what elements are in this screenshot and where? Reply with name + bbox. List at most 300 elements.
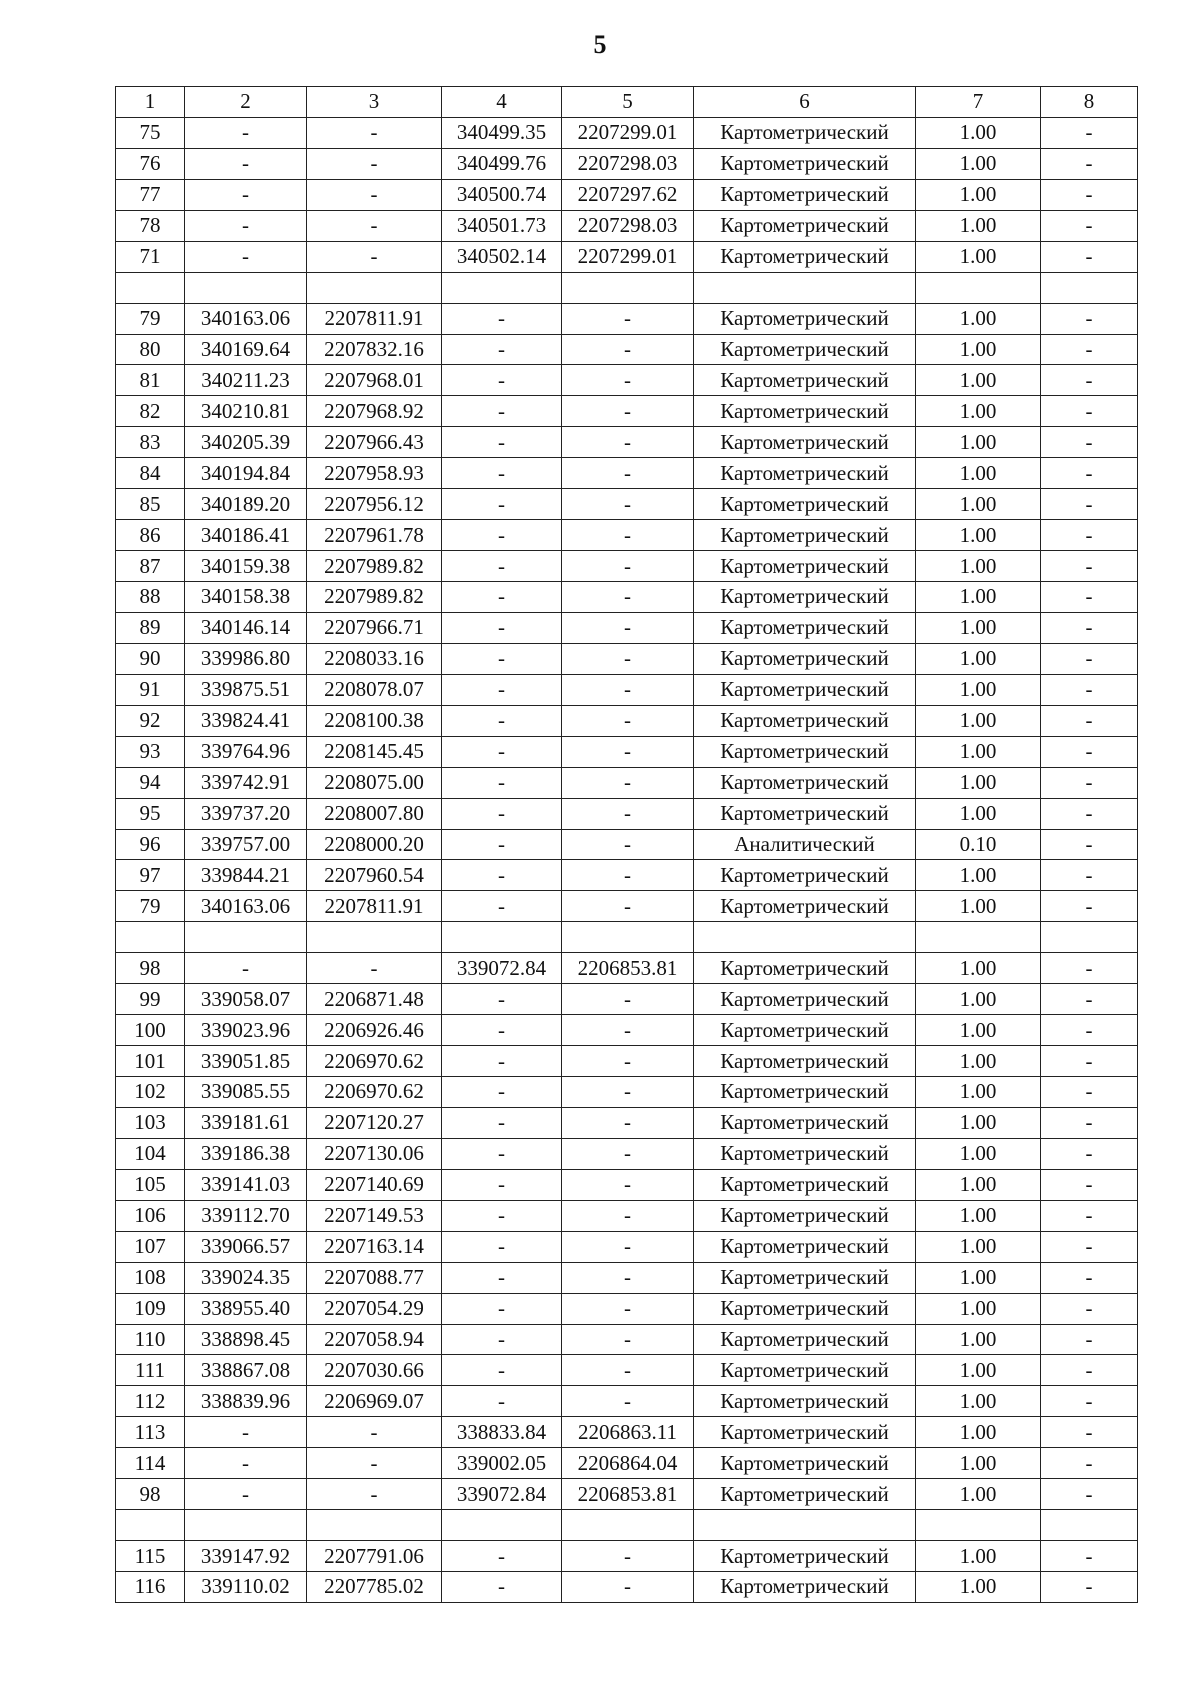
cell-x-coordinate: - [185,1448,307,1479]
table-row [116,953,1138,984]
cell-x-coordinate: 338955.40 [185,1293,307,1324]
cell-x-coordinate-alt: - [442,1231,562,1262]
cell-y-coordinate: 2206970.62 [307,1077,442,1108]
cell-point-number: 76 [116,148,185,179]
cell-accuracy: 1.00 [916,612,1041,643]
cell-x-coordinate [185,272,307,303]
cell-x-coordinate-alt: - [442,984,562,1015]
cell-point-number: 104 [116,1138,185,1169]
cell-accuracy: 1.00 [916,551,1041,582]
cell-x-coordinate-alt: - [442,674,562,705]
table-row [116,1448,1138,1479]
cell-y-coordinate-alt: - [562,396,694,427]
cell-y-coordinate: 2207956.12 [307,489,442,520]
cell-x-coordinate-alt: 340499.35 [442,117,562,148]
table-row [116,1293,1138,1324]
cell-x-coordinate: 340186.41 [185,520,307,551]
cell-accuracy: 1.00 [916,643,1041,674]
cell-x-coordinate-alt: - [442,551,562,582]
cell-method: Картометрический [694,1169,916,1200]
cell-x-coordinate: 339085.55 [185,1077,307,1108]
cell-accuracy: 1.00 [916,736,1041,767]
cell-y-coordinate: 2207989.82 [307,551,442,582]
cell-accuracy [916,272,1041,303]
cell-x-coordinate-alt: - [442,1293,562,1324]
cell-note: - [1041,984,1138,1015]
cell-x-coordinate: 339757.00 [185,829,307,860]
cell-accuracy: 1.00 [916,1448,1041,1479]
cell-note: - [1041,891,1138,922]
cell-accuracy: 1.00 [916,396,1041,427]
cell-method: Картометрический [694,798,916,829]
cell-y-coordinate: 2207811.91 [307,303,442,334]
cell-method [694,272,916,303]
cell-x-coordinate: 339147.92 [185,1541,307,1572]
cell-method: Картометрический [694,643,916,674]
cell-x-coordinate-alt: - [442,458,562,489]
cell-y-coordinate: 2207968.92 [307,396,442,427]
table-row [116,365,1138,396]
cell-method: Картометрический [694,458,916,489]
cell-x-coordinate: 340194.84 [185,458,307,489]
cell-x-coordinate-alt [442,1510,562,1541]
cell-point-number: 113 [116,1417,185,1448]
cell-point-number: 91 [116,674,185,705]
column-header-3: 3 [307,87,442,118]
cell-x-coordinate-alt: - [442,891,562,922]
cell-note: - [1041,1046,1138,1077]
table-row [116,891,1138,922]
cell-x-coordinate-alt: - [442,1169,562,1200]
cell-y-coordinate-alt: - [562,1572,694,1603]
cell-y-coordinate-alt: - [562,1324,694,1355]
cell-x-coordinate: 339742.91 [185,767,307,798]
table-row [116,767,1138,798]
cell-y-coordinate: - [307,148,442,179]
table-row [116,1572,1138,1603]
cell-note: - [1041,643,1138,674]
cell-x-coordinate-alt: - [442,520,562,551]
cell-accuracy: 1.00 [916,1262,1041,1293]
cell-y-coordinate: 2208145.45 [307,736,442,767]
table-row [116,1169,1138,1200]
cell-y-coordinate-alt: - [562,1077,694,1108]
cell-x-coordinate-alt: - [442,612,562,643]
cell-y-coordinate: 2207811.91 [307,891,442,922]
cell-point-number: 79 [116,303,185,334]
cell-x-coordinate-alt: - [442,489,562,520]
cell-note: - [1041,829,1138,860]
cell-y-coordinate-alt: - [562,767,694,798]
cell-method: Картометрический [694,736,916,767]
cell-x-coordinate: 340169.64 [185,334,307,365]
cell-method: Картометрический [694,953,916,984]
cell-accuracy: 1.00 [916,458,1041,489]
cell-point-number: 92 [116,705,185,736]
cell-accuracy: 1.00 [916,1107,1041,1138]
table-row [116,427,1138,458]
cell-x-coordinate-alt: 338833.84 [442,1417,562,1448]
cell-accuracy: 1.00 [916,1046,1041,1077]
cell-point-number: 102 [116,1077,185,1108]
cell-accuracy: 1.00 [916,674,1041,705]
cell-x-coordinate: 340158.38 [185,582,307,613]
cell-y-coordinate: 2207960.54 [307,860,442,891]
column-header-7: 7 [916,87,1041,118]
cell-point-number: 94 [116,767,185,798]
cell-y-coordinate-alt: - [562,1293,694,1324]
cell-x-coordinate: - [185,1417,307,1448]
cell-x-coordinate: 340189.20 [185,489,307,520]
cell-note: - [1041,179,1138,210]
table-row [116,736,1138,767]
cell-method: Картометрический [694,1077,916,1108]
table-row [116,582,1138,613]
cell-method: Картометрический [694,1046,916,1077]
cell-method: Картометрический [694,1417,916,1448]
cell-accuracy: 1.00 [916,489,1041,520]
cell-y-coordinate: 2206871.48 [307,984,442,1015]
cell-x-coordinate-alt: 340501.73 [442,210,562,241]
table-row [116,1046,1138,1077]
cell-note: - [1041,767,1138,798]
cell-note: - [1041,210,1138,241]
cell-note [1041,1510,1138,1541]
cell-point-number: 88 [116,582,185,613]
cell-x-coordinate: 339844.21 [185,860,307,891]
cell-y-coordinate: - [307,1448,442,1479]
cell-note: - [1041,1231,1138,1262]
cell-y-coordinate: 2206969.07 [307,1386,442,1417]
table-header-row [116,87,1138,118]
cell-y-coordinate-alt: - [562,705,694,736]
cell-note: - [1041,705,1138,736]
cell-method: Картометрический [694,148,916,179]
cell-x-coordinate-alt: 340499.76 [442,148,562,179]
cell-y-coordinate: 2207989.82 [307,582,442,613]
cell-method: Картометрический [694,1015,916,1046]
cell-point-number: 112 [116,1386,185,1417]
cell-point-number: 101 [116,1046,185,1077]
cell-method: Картометрический [694,767,916,798]
cell-point-number: 103 [116,1107,185,1138]
cell-x-coordinate [185,1510,307,1541]
cell-y-coordinate-alt: 2206864.04 [562,1448,694,1479]
cell-accuracy: 1.00 [916,860,1041,891]
cell-x-coordinate: 339875.51 [185,674,307,705]
cell-y-coordinate-alt: - [562,303,694,334]
cell-note: - [1041,427,1138,458]
cell-y-coordinate: 2207966.43 [307,427,442,458]
table-row [116,674,1138,705]
cell-y-coordinate-alt [562,922,694,953]
cell-x-coordinate-alt: 339072.84 [442,953,562,984]
table-row [116,1231,1138,1262]
cell-y-coordinate: 2207968.01 [307,365,442,396]
table-row [116,1386,1138,1417]
cell-y-coordinate-alt: - [562,1262,694,1293]
cell-y-coordinate-alt: - [562,798,694,829]
cell-point-number: 99 [116,984,185,1015]
cell-x-coordinate-alt [442,272,562,303]
cell-point-number: 93 [116,736,185,767]
cell-x-coordinate: 338867.08 [185,1355,307,1386]
cell-accuracy: 1.00 [916,1169,1041,1200]
cell-x-coordinate: 339023.96 [185,1015,307,1046]
cell-accuracy: 1.00 [916,891,1041,922]
cell-accuracy: 1.00 [916,767,1041,798]
cell-point-number: 96 [116,829,185,860]
cell-method: Картометрический [694,1293,916,1324]
cell-method: Картометрический [694,1541,916,1572]
cell-y-coordinate: 2206926.46 [307,1015,442,1046]
cell-method: Картометрический [694,1572,916,1603]
cell-note [1041,272,1138,303]
cell-point-number: 89 [116,612,185,643]
cell-x-coordinate: - [185,241,307,272]
cell-point-number: 86 [116,520,185,551]
cell-accuracy: 1.00 [916,582,1041,613]
cell-x-coordinate: 338898.45 [185,1324,307,1355]
cell-y-coordinate: 2208078.07 [307,674,442,705]
cell-y-coordinate: 2207058.94 [307,1324,442,1355]
cell-y-coordinate-alt: - [562,891,694,922]
cell-y-coordinate: 2207120.27 [307,1107,442,1138]
cell-y-coordinate-alt: - [562,458,694,489]
cell-method: Картометрический [694,117,916,148]
table-row [116,179,1138,210]
cell-accuracy: 1.00 [916,1355,1041,1386]
cell-accuracy: 1.00 [916,1077,1041,1108]
cell-note: - [1041,1572,1138,1603]
cell-point-number: 87 [116,551,185,582]
cell-method: Картометрический [694,210,916,241]
table-row [116,1324,1138,1355]
cell-accuracy: 1.00 [916,1479,1041,1510]
cell-note: - [1041,489,1138,520]
cell-note: - [1041,1262,1138,1293]
cell-x-coordinate: 339051.85 [185,1046,307,1077]
cell-method [694,1510,916,1541]
column-header-2: 2 [185,87,307,118]
cell-point-number: 77 [116,179,185,210]
cell-y-coordinate: 2207791.06 [307,1541,442,1572]
cell-y-coordinate: 2207054.29 [307,1293,442,1324]
cell-note: - [1041,612,1138,643]
cell-method: Картометрический [694,1324,916,1355]
cell-x-coordinate: 339141.03 [185,1169,307,1200]
cell-y-coordinate-alt: 2206863.11 [562,1417,694,1448]
cell-note: - [1041,334,1138,365]
cell-method: Картометрический [694,427,916,458]
cell-note: - [1041,860,1138,891]
cell-method: Картометрический [694,489,916,520]
cell-y-coordinate-alt: - [562,1015,694,1046]
cell-y-coordinate-alt: - [562,829,694,860]
cell-method: Картометрический [694,396,916,427]
cell-x-coordinate-alt: - [442,1107,562,1138]
cell-y-coordinate: 2207832.16 [307,334,442,365]
cell-x-coordinate-alt: - [442,1572,562,1603]
table-row [116,612,1138,643]
cell-accuracy: 1.00 [916,984,1041,1015]
cell-note: - [1041,365,1138,396]
table-row [116,148,1138,179]
cell-x-coordinate: 340211.23 [185,365,307,396]
cell-y-coordinate-alt: - [562,1138,694,1169]
cell-method: Аналитический [694,829,916,860]
cell-note: - [1041,1324,1138,1355]
cell-point-number: 83 [116,427,185,458]
cell-y-coordinate-alt: - [562,1355,694,1386]
table-row [116,860,1138,891]
cell-note: - [1041,117,1138,148]
cell-method: Картометрический [694,1231,916,1262]
cell-accuracy: 1.00 [916,1015,1041,1046]
cell-accuracy: 1.00 [916,705,1041,736]
table-row [116,489,1138,520]
cell-point-number: 98 [116,1479,185,1510]
cell-accuracy: 1.00 [916,798,1041,829]
cell-y-coordinate-alt [562,1510,694,1541]
table-row [116,1262,1138,1293]
cell-y-coordinate: 2208007.80 [307,798,442,829]
cell-x-coordinate: 340163.06 [185,891,307,922]
table-row [116,1138,1138,1169]
cell-x-coordinate-alt: 340500.74 [442,179,562,210]
cell-accuracy: 1.00 [916,210,1041,241]
cell-point-number: 97 [116,860,185,891]
cell-y-coordinate-alt: 2207299.01 [562,117,694,148]
table-row [116,458,1138,489]
cell-y-coordinate-alt: 2207298.03 [562,148,694,179]
cell-y-coordinate [307,922,442,953]
cell-y-coordinate-alt: - [562,489,694,520]
cell-x-coordinate-alt: - [442,829,562,860]
cell-y-coordinate: 2208000.20 [307,829,442,860]
cell-accuracy: 1.00 [916,334,1041,365]
cell-x-coordinate-alt: 339002.05 [442,1448,562,1479]
cell-accuracy: 1.00 [916,117,1041,148]
cell-y-coordinate: 2207140.69 [307,1169,442,1200]
cell-x-coordinate: - [185,953,307,984]
cell-method: Картометрический [694,365,916,396]
cell-note: - [1041,1355,1138,1386]
cell-point-number: 110 [116,1324,185,1355]
cell-note: - [1041,148,1138,179]
cell-note [1041,922,1138,953]
cell-accuracy [916,922,1041,953]
cell-y-coordinate: 2207030.66 [307,1355,442,1386]
cell-note: - [1041,551,1138,582]
cell-y-coordinate-alt: - [562,551,694,582]
cell-x-coordinate-alt: - [442,1324,562,1355]
cell-x-coordinate-alt: - [442,1200,562,1231]
cell-x-coordinate-alt: - [442,303,562,334]
cell-point-number: 80 [116,334,185,365]
cell-y-coordinate-alt: - [562,1231,694,1262]
cell-method: Картометрический [694,891,916,922]
cell-accuracy: 1.00 [916,1386,1041,1417]
cell-note: - [1041,1386,1138,1417]
cell-method: Картометрический [694,520,916,551]
cell-point-number: 84 [116,458,185,489]
cell-method: Картометрический [694,1386,916,1417]
cell-point-number: 85 [116,489,185,520]
cell-y-coordinate-alt: - [562,520,694,551]
cell-accuracy: 1.00 [916,427,1041,458]
cell-x-coordinate-alt [442,922,562,953]
cell-y-coordinate: 2207785.02 [307,1572,442,1603]
cell-method: Картометрический [694,1448,916,1479]
cell-x-coordinate-alt: - [442,860,562,891]
cell-x-coordinate-alt: - [442,1077,562,1108]
cell-accuracy: 1.00 [916,1293,1041,1324]
cell-x-coordinate-alt: - [442,736,562,767]
cell-accuracy: 1.00 [916,1200,1041,1231]
cell-method: Картометрический [694,303,916,334]
cell-y-coordinate-alt: - [562,643,694,674]
cell-method: Картометрический [694,1138,916,1169]
table-row [116,117,1138,148]
table-row [116,551,1138,582]
cell-x-coordinate-alt: - [442,365,562,396]
cell-y-coordinate: - [307,210,442,241]
cell-y-coordinate-alt: - [562,334,694,365]
cell-note: - [1041,798,1138,829]
cell-method: Картометрический [694,612,916,643]
cell-y-coordinate-alt: - [562,1107,694,1138]
table-row [116,705,1138,736]
cell-point-number: 78 [116,210,185,241]
cell-x-coordinate-alt: - [442,643,562,674]
cell-x-coordinate: 339737.20 [185,798,307,829]
cell-method: Картометрический [694,1479,916,1510]
cell-x-coordinate-alt: - [442,334,562,365]
cell-note: - [1041,1015,1138,1046]
cell-note: - [1041,1107,1138,1138]
cell-method: Картометрический [694,179,916,210]
cell-y-coordinate: - [307,117,442,148]
cell-y-coordinate: 2207961.78 [307,520,442,551]
cell-method: Картометрический [694,674,916,705]
cell-x-coordinate-alt: - [442,1386,562,1417]
cell-method: Картометрический [694,705,916,736]
cell-y-coordinate-alt: - [562,1046,694,1077]
cell-x-coordinate-alt: - [442,1262,562,1293]
cell-method: Картометрический [694,334,916,365]
cell-note: - [1041,1448,1138,1479]
table-row [116,1015,1138,1046]
cell-y-coordinate: 2208033.16 [307,643,442,674]
cell-x-coordinate-alt: - [442,767,562,798]
cell-note: - [1041,458,1138,489]
cell-method [694,922,916,953]
cell-note: - [1041,1293,1138,1324]
cell-x-coordinate-alt: - [442,1015,562,1046]
cell-point-number [116,922,185,953]
table-row [116,396,1138,427]
table-row [116,334,1138,365]
cell-note: - [1041,396,1138,427]
column-header-4: 4 [442,87,562,118]
cell-accuracy: 1.00 [916,179,1041,210]
cell-x-coordinate: - [185,1479,307,1510]
cell-x-coordinate-alt: - [442,1541,562,1572]
cell-method: Картометрический [694,241,916,272]
cell-accuracy: 0.10 [916,829,1041,860]
cell-y-coordinate: - [307,241,442,272]
